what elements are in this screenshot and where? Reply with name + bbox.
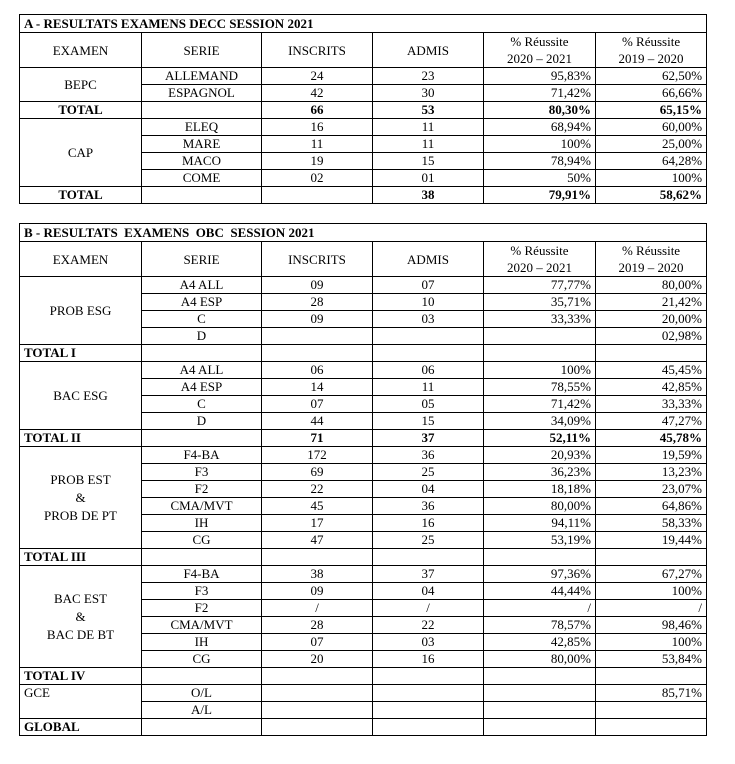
serie-cell [142, 668, 262, 685]
rate-2020-cell: 53,84% [596, 651, 707, 668]
rate-2020-cell: 60,00% [596, 119, 707, 136]
admis-cell: 06 [373, 362, 484, 379]
col-header-reussite-2021: % Réussite 2020 – 2021 [484, 242, 596, 277]
rate-2021-cell: 80,00% [484, 651, 596, 668]
rate-2020-cell: 19,44% [596, 532, 707, 549]
rate-2020-cell [596, 345, 707, 362]
rate-2021-cell [484, 549, 596, 566]
results-table-obc [19, 223, 707, 736]
rate-2021-cell [484, 702, 596, 719]
admis-cell: 03 [373, 311, 484, 328]
header-row [20, 33, 707, 68]
serie-cell: ESPAGNOL [142, 85, 262, 102]
rate-2021-cell: 79,91% [484, 187, 596, 204]
rate-2020-cell: 47,27% [596, 413, 707, 430]
total-row [20, 549, 707, 566]
serie-cell: IH [142, 634, 262, 651]
inscrits-cell: 09 [262, 311, 373, 328]
admis-cell: 25 [373, 464, 484, 481]
total-label: TOTAL [20, 187, 142, 204]
inscrits-cell [262, 549, 373, 566]
total-label: TOTAL IV [20, 668, 142, 685]
rate-2021-cell: 78,57% [484, 617, 596, 634]
rate-2021-cell: 71,42% [484, 396, 596, 413]
col-header-examen: EXAMEN [20, 242, 142, 277]
inscrits-cell: 06 [262, 362, 373, 379]
rate-2020-cell: 67,27% [596, 566, 707, 583]
inscrits-cell: 20 [262, 651, 373, 668]
rate-2021-cell: 80,00% [484, 498, 596, 515]
serie-cell: A4 ESP [142, 379, 262, 396]
admis-cell: 38 [373, 187, 484, 204]
admis-cell: 15 [373, 413, 484, 430]
rate-2021-cell: 71,42% [484, 85, 596, 102]
total-label: TOTAL I [20, 345, 142, 362]
serie-cell [142, 549, 262, 566]
rate-2020-cell: 45,78% [596, 430, 707, 447]
serie-cell: A/L [142, 702, 262, 719]
serie-cell: O/L [142, 685, 262, 702]
rate-2021-cell: 36,23% [484, 464, 596, 481]
col-header-reussite-2020: % Réussite 2019 – 2020 [596, 33, 707, 68]
serie-cell: MARE [142, 136, 262, 153]
table-row [20, 566, 707, 583]
exam-cell: CAP [20, 119, 142, 187]
admis-cell [373, 668, 484, 685]
admis-cell: 11 [373, 379, 484, 396]
serie-cell: COME [142, 170, 262, 187]
rate-2020-cell: 80,00% [596, 277, 707, 294]
inscrits-cell: 02 [262, 170, 373, 187]
rate-2020-cell: 25,00% [596, 136, 707, 153]
table-title: B - RESULTATS EXAMENS OBC SESSION 2021 [20, 224, 707, 242]
table-row [20, 362, 707, 379]
col-header-serie: SERIE [142, 242, 262, 277]
admis-cell: 04 [373, 481, 484, 498]
rate-2020-cell: 100% [596, 634, 707, 651]
serie-cell: C [142, 311, 262, 328]
admis-cell: 23 [373, 68, 484, 85]
col-header-admis: ADMIS [373, 33, 484, 68]
rate-2020-cell: 100% [596, 170, 707, 187]
rate-2020-cell: 64,86% [596, 498, 707, 515]
inscrits-cell: 69 [262, 464, 373, 481]
total-row [20, 430, 707, 447]
table-row [20, 277, 707, 294]
rate-2020-cell [596, 719, 707, 736]
exam-cell: BAC ESG [20, 362, 142, 430]
rate-2021-cell: 35,71% [484, 294, 596, 311]
serie-cell: A4 ALL [142, 277, 262, 294]
rate-2020-cell [596, 702, 707, 719]
admis-cell [373, 685, 484, 702]
exam-cell: BAC EST & BAC DE BT [20, 566, 142, 668]
exam-cell: GCE [20, 685, 142, 719]
admis-cell: 37 [373, 566, 484, 583]
rate-2020-cell: 66,66% [596, 85, 707, 102]
inscrits-cell [262, 685, 373, 702]
rate-2020-cell: 21,42% [596, 294, 707, 311]
admis-cell: 30 [373, 85, 484, 102]
serie-cell [142, 187, 262, 204]
rate-2021-cell: 20,93% [484, 447, 596, 464]
inscrits-cell: 11 [262, 136, 373, 153]
rate-2021-cell [484, 685, 596, 702]
admis-cell: 16 [373, 651, 484, 668]
admis-cell [373, 702, 484, 719]
rate-2021-cell: / [484, 600, 596, 617]
inscrits-cell: 24 [262, 68, 373, 85]
serie-cell: IH [142, 515, 262, 532]
col-header-reussite-2021: % Réussite 2020 – 2021 [484, 33, 596, 68]
rate-2021-cell: 18,18% [484, 481, 596, 498]
rate-2020-cell: 62,50% [596, 68, 707, 85]
serie-cell [142, 345, 262, 362]
admis-cell: 04 [373, 583, 484, 600]
serie-cell: F4-BA [142, 447, 262, 464]
admis-cell: 11 [373, 136, 484, 153]
exam-cell: PROB EST & PROB DE PT [20, 447, 142, 549]
serie-cell [142, 430, 262, 447]
total-row [20, 345, 707, 362]
table-row [20, 68, 707, 85]
total-row [20, 187, 707, 204]
total-label: GLOBAL [20, 719, 142, 736]
rate-2021-cell: 50% [484, 170, 596, 187]
inscrits-cell: 172 [262, 447, 373, 464]
header-row [20, 242, 707, 277]
results-table-decc [19, 14, 707, 204]
admis-cell: 15 [373, 153, 484, 170]
serie-cell: CG [142, 532, 262, 549]
inscrits-cell [262, 328, 373, 345]
serie-cell: A4 ESP [142, 294, 262, 311]
inscrits-cell: 44 [262, 413, 373, 430]
col-header-reussite-2020: % Réussite 2019 – 2020 [596, 242, 707, 277]
inscrits-cell: / [262, 600, 373, 617]
rate-2021-cell: 52,11% [484, 430, 596, 447]
rate-2021-cell: 100% [484, 362, 596, 379]
inscrits-cell: 42 [262, 85, 373, 102]
serie-cell: MACO [142, 153, 262, 170]
inscrits-cell: 71 [262, 430, 373, 447]
inscrits-cell: 17 [262, 515, 373, 532]
total-row [20, 102, 707, 119]
inscrits-cell [262, 187, 373, 204]
inscrits-cell: 66 [262, 102, 373, 119]
inscrits-cell: 16 [262, 119, 373, 136]
admis-cell [373, 328, 484, 345]
admis-cell [373, 549, 484, 566]
serie-cell: CMA/MVT [142, 498, 262, 515]
rate-2020-cell: 20,00% [596, 311, 707, 328]
serie-cell: F3 [142, 464, 262, 481]
admis-cell: 07 [373, 277, 484, 294]
total-row [20, 668, 707, 685]
inscrits-cell: 47 [262, 532, 373, 549]
serie-cell [142, 719, 262, 736]
admis-cell: 16 [373, 515, 484, 532]
rate-2021-cell: 42,85% [484, 634, 596, 651]
rate-2021-cell: 44,44% [484, 583, 596, 600]
table-row [20, 447, 707, 464]
admis-cell: 01 [373, 170, 484, 187]
inscrits-cell: 22 [262, 481, 373, 498]
col-header-serie: SERIE [142, 33, 262, 68]
admis-cell [373, 719, 484, 736]
rate-2021-cell [484, 719, 596, 736]
rate-2021-cell: 77,77% [484, 277, 596, 294]
exam-cell: PROB ESG [20, 277, 142, 345]
serie-cell: ALLEMAND [142, 68, 262, 85]
rate-2021-cell [484, 345, 596, 362]
serie-cell: F2 [142, 600, 262, 617]
rate-2021-cell: 68,94% [484, 119, 596, 136]
serie-cell: CMA/MVT [142, 617, 262, 634]
inscrits-cell: 07 [262, 634, 373, 651]
rate-2021-cell: 94,11% [484, 515, 596, 532]
rate-2021-cell: 95,83% [484, 68, 596, 85]
inscrits-cell: 07 [262, 396, 373, 413]
rate-2021-cell: 78,55% [484, 379, 596, 396]
admis-cell: 22 [373, 617, 484, 634]
serie-cell: A4 ALL [142, 362, 262, 379]
admis-cell: / [373, 600, 484, 617]
rate-2021-cell: 100% [484, 136, 596, 153]
rate-2020-cell: 58,62% [596, 187, 707, 204]
inscrits-cell: 45 [262, 498, 373, 515]
inscrits-cell: 28 [262, 294, 373, 311]
serie-cell: CG [142, 651, 262, 668]
rate-2021-cell [484, 668, 596, 685]
rate-2020-cell: 85,71% [596, 685, 707, 702]
rate-2020-cell: 13,23% [596, 464, 707, 481]
inscrits-cell: 14 [262, 379, 373, 396]
admis-cell: 10 [373, 294, 484, 311]
total-label: TOTAL III [20, 549, 142, 566]
rate-2021-cell [484, 328, 596, 345]
inscrits-cell: 38 [262, 566, 373, 583]
rate-2021-cell: 33,33% [484, 311, 596, 328]
serie-cell: D [142, 328, 262, 345]
admis-cell: 36 [373, 498, 484, 515]
total-label: TOTAL II [20, 430, 142, 447]
inscrits-cell: 28 [262, 617, 373, 634]
admis-cell: 36 [373, 447, 484, 464]
admis-cell [373, 345, 484, 362]
serie-cell: ELEQ [142, 119, 262, 136]
rate-2021-cell: 53,19% [484, 532, 596, 549]
rate-2020-cell: 42,85% [596, 379, 707, 396]
inscrits-cell [262, 702, 373, 719]
rate-2020-cell: 02,98% [596, 328, 707, 345]
rate-2020-cell [596, 668, 707, 685]
rate-2020-cell: 98,46% [596, 617, 707, 634]
inscrits-cell: 19 [262, 153, 373, 170]
admis-cell: 53 [373, 102, 484, 119]
inscrits-cell [262, 719, 373, 736]
inscrits-cell: 09 [262, 583, 373, 600]
serie-cell: F2 [142, 481, 262, 498]
admis-cell: 03 [373, 634, 484, 651]
admis-cell: 05 [373, 396, 484, 413]
table-body [20, 277, 707, 736]
table-row [20, 685, 707, 702]
col-header-admis: ADMIS [373, 242, 484, 277]
inscrits-cell: 09 [262, 277, 373, 294]
table-row [20, 119, 707, 136]
serie-cell: C [142, 396, 262, 413]
admis-cell: 37 [373, 430, 484, 447]
total-row [20, 719, 707, 736]
total-label: TOTAL [20, 102, 142, 119]
rate-2020-cell [596, 549, 707, 566]
rate-2020-cell: 33,33% [596, 396, 707, 413]
rate-2020-cell: 45,45% [596, 362, 707, 379]
rate-2020-cell: 100% [596, 583, 707, 600]
inscrits-cell [262, 668, 373, 685]
rate-2020-cell: 19,59% [596, 447, 707, 464]
rate-2021-cell: 78,94% [484, 153, 596, 170]
rate-2020-cell: 23,07% [596, 481, 707, 498]
inscrits-cell [262, 345, 373, 362]
admis-cell: 25 [373, 532, 484, 549]
serie-cell: F3 [142, 583, 262, 600]
rate-2020-cell: 58,33% [596, 515, 707, 532]
col-header-inscrits: INSCRITS [262, 242, 373, 277]
serie-cell: D [142, 413, 262, 430]
serie-cell: F4-BA [142, 566, 262, 583]
rate-2021-cell: 80,30% [484, 102, 596, 119]
rate-2020-cell: / [596, 600, 707, 617]
col-header-inscrits: INSCRITS [262, 33, 373, 68]
exam-cell: BEPC [20, 68, 142, 102]
col-header-examen: EXAMEN [20, 33, 142, 68]
rate-2020-cell: 64,28% [596, 153, 707, 170]
table-title: A - RESULTATS EXAMENS DECC SESSION 2021 [20, 15, 707, 33]
rate-2021-cell: 34,09% [484, 413, 596, 430]
admis-cell: 11 [373, 119, 484, 136]
rate-2021-cell: 97,36% [484, 566, 596, 583]
rate-2020-cell: 65,15% [596, 102, 707, 119]
serie-cell [142, 102, 262, 119]
